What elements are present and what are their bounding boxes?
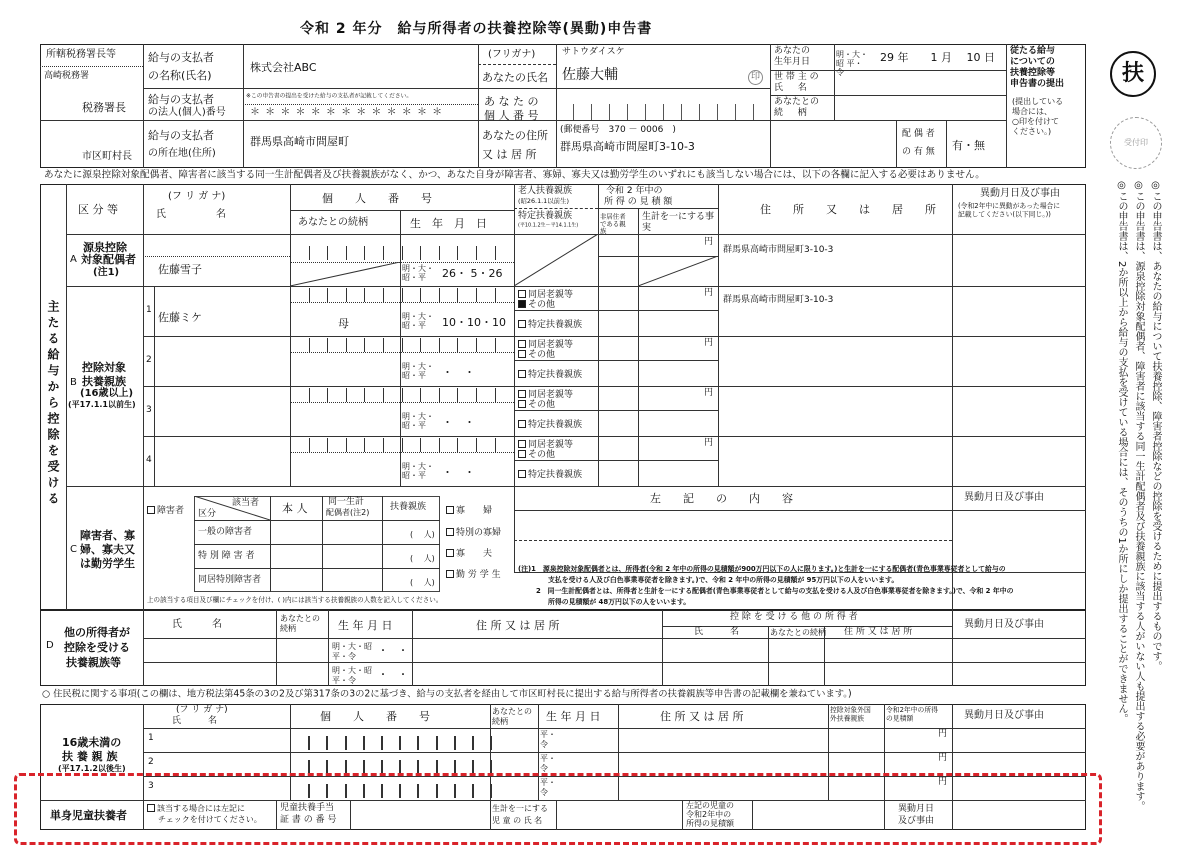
municipality-chief: 市区町村長 [82, 151, 132, 162]
c-widow-check[interactable]: 寡 婦 [446, 506, 492, 516]
b-row-no: 3 [146, 405, 152, 415]
d-col-address: 住 所 又 は 居 所 [476, 619, 560, 632]
sp-col3: 左記の児童の [686, 801, 734, 810]
c-paren-3[interactable]: ( 人) [410, 578, 435, 587]
col-elderly: 老人扶養親族 [518, 186, 573, 196]
u16-label: 16歳未満の [62, 736, 122, 749]
col-elderly-2: (昭26.1.1以前生) [518, 197, 569, 205]
b-row-yen: 円 [704, 388, 714, 398]
b-label-4: (平17.1.1以前生) [68, 400, 136, 409]
c-label: 障害者、寡 [80, 529, 135, 542]
side-note-5: (提出している [1012, 97, 1064, 106]
resident-tax-line: ○ 住民税に関する事項(この欄は、地方税法第45条の3の2及び第317条の3の2に基づき、給与の支払者を経由して市区町村長に提出する給与所得者の扶養親族等申告書の記載欄を兼ねています。) [42, 689, 852, 700]
u16-row-era: 平・令 [540, 730, 556, 749]
your-number-label-2: 個 人 番 号 [484, 109, 539, 122]
payer-number-note: ※この申告書の提出を受けた給与の支払者が記載してください。 [246, 92, 413, 99]
c-col-spouse: 同一生計 [328, 497, 365, 507]
d-dots-1: ・ ・ [378, 646, 408, 657]
col-specific: 特定扶養親族 [518, 211, 573, 221]
b-label: 控除対象 [82, 361, 126, 374]
single-parent-check[interactable]: 該当する場合には左記に [147, 804, 245, 813]
b-row-era: 明・大・昭・平 [402, 312, 434, 330]
a-elderly-diagonal [514, 234, 598, 286]
col-birth: 生 年 月 日 [410, 217, 487, 230]
sp-col3-2: 令和2年中の [686, 810, 732, 819]
c-label-2: 婦、寡夫又 [80, 543, 135, 556]
page-title: 令和 2 年分 給与所得者の扶養控除等(異動)申告書 [300, 21, 653, 37]
b-letter: B [70, 377, 77, 388]
u16-row-era: 平・令 [540, 778, 556, 797]
c-label-3: は勤労学生 [80, 557, 135, 570]
u16-col-mynumber: 個 人 番 号 [320, 710, 430, 723]
b-row-yen: 円 [704, 288, 714, 298]
b-row-opt3[interactable]: 特定扶養親族 [518, 420, 582, 430]
d-col-name: 氏 名 [172, 619, 222, 630]
sp-col1: 児童扶養手当 [280, 803, 335, 813]
c-col-change: 異動月日及び事由 [964, 492, 1044, 503]
u16-label-2: 扶 養 親 族 [62, 750, 118, 763]
side-note-4: 申告書の提出 [1010, 79, 1065, 89]
b-row-opt2[interactable]: その他 [518, 300, 555, 310]
b-row-opt1[interactable]: 同居老親等 [518, 290, 573, 300]
b-row-opt3[interactable]: 特定扶養親族 [518, 470, 582, 480]
your-address-label: あなたの住所 [482, 129, 548, 142]
d-col-other-name: 氏 名 [694, 627, 740, 637]
b-label-2: 扶養親族 [82, 375, 126, 388]
b-row-yen: 円 [704, 338, 714, 348]
u16-row-no: 1 [148, 733, 154, 743]
c-paren-2[interactable]: ( 人) [410, 554, 435, 563]
c-letter: C [70, 544, 77, 555]
payer-number-stars: ＊ ＊ ＊ ＊ ＊ ＊ ＊ ＊ ＊ ＊ ＊ ＊ ＊ [250, 107, 444, 118]
furigana-value[interactable]: サトウダイスケ [562, 47, 625, 57]
d-label: 他の所得者が [64, 626, 130, 639]
col-name: 氏 名 [156, 209, 226, 220]
a-era: 明・大・昭・平 [402, 264, 434, 282]
householder-label-2: 氏 名 [774, 83, 807, 93]
col-change-2: (令和2年中に異動があった場合に記載してください(以下同じ。)) [958, 202, 1061, 219]
payer-name-value[interactable]: 株式会社ABC [250, 61, 317, 74]
payer-number-label: 給与の支払者 [148, 93, 214, 106]
a-label-2: 対象配偶者 [81, 253, 136, 266]
payer-address-label-2: の所在地(住所) [148, 148, 216, 159]
c-special-widow-check[interactable]: 特別の寡婦 [446, 528, 501, 538]
a-name[interactable]: 佐藤雪子 [158, 263, 202, 276]
note-2a: 2 同一生計配偶者とは、所得者と生計を一にする配偶者(青色事業専従者として給与の支払を受ける人及び白色事業専従者を除きます。)で、令和 2 年中の [536, 587, 1014, 595]
col-change: 異動月日及び事由 [980, 188, 1060, 199]
tax-office-chief: 税務署長 [82, 101, 126, 114]
payer-name-label-2: の名称(氏名) [148, 69, 212, 82]
b-row-no: 4 [146, 455, 152, 465]
payer-address-value[interactable]: 群馬県高崎市問屋町 [250, 135, 349, 148]
b-row-opt3[interactable]: 特定扶養親族 [518, 370, 582, 380]
b-label-3: (16歳以上) [80, 388, 134, 399]
single-parent-check-2: チェックを付けてください。 [158, 815, 262, 824]
u16-col-address: 住 所 又 は 居 所 [660, 710, 744, 723]
note-2b: 所得の見積額が 48万円以下の人をいいます。 [548, 598, 691, 606]
c-row-cohabiting: 同居特別障害者 [198, 575, 262, 585]
u16-label-3: (平17.1.2以後生) [58, 764, 126, 773]
side-note-3: 扶養控除等 [1010, 68, 1056, 78]
note-1a: (注)1 源泉控除対象配偶者とは、所得者(令和 2 年中の所得の見積額が900万円以下の人に限ります。)と生計を一にする配偶者(青色事業専従者として給与の [518, 565, 1006, 573]
a-label-3: (注1) [93, 267, 120, 278]
right-note-3: ◎この申告書は、2か所以上から給与の支払を受けている場合には、そのうちの1か所にしか提出することができません。 [1116, 180, 1127, 724]
d-label-2: 控除を受ける [64, 641, 130, 654]
b-row-relation[interactable]: 母 [338, 317, 349, 330]
b-row-opt2[interactable]: その他 [518, 400, 555, 410]
u16-col-birth: 生 年 月 日 [546, 710, 601, 723]
b-row-address[interactable]: 群馬県高崎市問屋町3-10-3 [723, 295, 834, 305]
a-livelihood-diagonal [638, 256, 718, 286]
right-note-2: ◎この申告書は、源泉控除対象配偶者、障害者に該当する同一生計配偶者及び扶養親族に該当する人がいない人も提出する必要があります。 [1133, 180, 1144, 811]
b-row-birth[interactable]: ・ ・ [442, 416, 475, 429]
side-note-1: 従たる給与 [1010, 46, 1056, 56]
your-number-label: あ な た の [484, 95, 539, 108]
birth-label-2: 生年月日 [774, 57, 811, 67]
u16-row-yen: 円 [938, 753, 948, 763]
your-address-label-2: 又 は 居 所 [482, 148, 537, 161]
d-era-1: 明・大・昭 平・令 [332, 642, 372, 661]
b-row-birth[interactable]: ・ ・ [442, 366, 475, 379]
spouse-label-2: の 有 無 [902, 147, 935, 157]
a-letter: A [70, 254, 77, 265]
u16-col-name: 氏 名 [172, 716, 218, 726]
your-name-value[interactable]: 佐藤大輔 [562, 67, 618, 83]
b-row-era: 明・大・昭・平 [402, 362, 434, 380]
col-nonresident: 非居住者である親族 [600, 213, 626, 235]
relation-label-2: 続 柄 [774, 108, 807, 118]
right-note-1: ◎この申告書は、あなたの給与について扶養控除、障害者控除などの控除を受けるために提出するものです。 [1150, 180, 1161, 671]
b-row-era: 明・大・昭・平 [402, 462, 434, 480]
a-address[interactable]: 群馬県高崎市問屋町3-10-3 [723, 245, 834, 255]
sp-col2: 生計を一にする [492, 804, 548, 813]
d-col-birth: 生 年 月 日 [338, 619, 393, 632]
your-number-cells[interactable] [556, 104, 770, 120]
tax-office-value: 高崎税務署 [44, 71, 90, 81]
u16-row-era: 平・令 [540, 754, 556, 773]
postal-code[interactable]: (郵便番号 370 － 0006 ) [560, 125, 676, 135]
sp-col4: 異動月日 [898, 804, 935, 814]
col-income-2: 所 得 の 見 積 額 [604, 197, 673, 207]
b-row-no: 2 [146, 355, 152, 365]
seal-mark: 印 [748, 70, 763, 85]
a-relation-diagonal [290, 262, 400, 286]
d-col-other: 控 除 を 受 け る 他 の 所 得 者 [730, 612, 858, 622]
b-row-opt2[interactable]: その他 [518, 350, 555, 360]
a-birth[interactable]: 26・ 5・26 [442, 267, 503, 280]
c-row-general: 一般の障害者 [198, 527, 253, 537]
sp-col3-3: 所得の見積額 [686, 819, 734, 828]
sp-col2-2: 児 童 の 氏 名 [492, 816, 543, 825]
b-row-yen: 円 [704, 438, 714, 448]
col-furigana: (フ リ ガ ナ) [168, 191, 226, 202]
d-letter: D [46, 640, 54, 651]
u16-row-no: 2 [148, 757, 154, 767]
b-row-opt3[interactable]: 特定扶養親族 [518, 320, 582, 330]
u16-row-yen: 円 [938, 777, 948, 787]
furigana-label: (フリガナ) [488, 49, 536, 60]
sp-col1-2: 証 書 の 番 号 [280, 815, 337, 825]
col-relation: あなたとの続柄 [298, 217, 368, 228]
a-label: 源泉控除 [83, 241, 127, 254]
b-row-opt1[interactable]: 同居老親等 [518, 340, 573, 350]
u16-col-nonres: 控除対象外国外扶養親族 [830, 706, 871, 723]
c-bottom-note: 上の該当する項目及び欄にチェックを付け、( )内には該当する扶養親族の人数を記入してください。 [147, 596, 443, 604]
payer-address-label: 給与の支払者 [148, 129, 214, 142]
b-row-birth[interactable]: ・ ・ [442, 466, 475, 479]
d-col-change: 異動月日及び事由 [964, 619, 1044, 630]
c-paren-1[interactable]: ( 人) [410, 530, 435, 539]
c-row-special: 特 別 障 害 者 [198, 551, 255, 561]
d-era-2: 明・大・昭 平・令 [332, 666, 372, 685]
col-specific-2: (平10.1.2生～平14.1.1生) [518, 222, 579, 228]
a-yen: 円 [704, 237, 714, 247]
side-note-6: 場合には、 [1012, 107, 1052, 116]
b-row-era: 明・大・昭・平 [402, 412, 434, 430]
main-side-label: 主たる給与から控除を受ける [46, 300, 60, 508]
c-col-kubun: 区分 [198, 509, 217, 519]
u16-row-yen: 円 [938, 729, 948, 739]
b-row-opt2[interactable]: その他 [518, 450, 555, 460]
c-disabled-check[interactable]: 障害者 [147, 506, 184, 516]
u16-col-relation: あなたとの続柄 [492, 707, 532, 726]
householder-label: 世 帯 主 の [774, 72, 819, 82]
c-col-gaitosha: 該当者 [232, 498, 260, 508]
c-col-spouse-2: 配偶者(注2) [326, 508, 370, 517]
side-note-2: についての [1010, 57, 1055, 67]
u16-col-income: 令和2年中の所得の見積額 [886, 706, 938, 723]
b-row-no: 1 [146, 305, 152, 315]
payer-number-label-2: の法人(個人)番号 [148, 107, 226, 118]
birth-era: 明・大・昭 平・令 [836, 50, 868, 77]
spouse-value[interactable]: 有・無 [952, 139, 985, 152]
col-income: 令和 2 年中の [606, 186, 663, 196]
d-col-relation: あなたとの続柄 [280, 614, 320, 633]
c-col-detail: 左 記 の 内 容 [650, 492, 793, 505]
c-col-self: 本 人 [282, 502, 308, 515]
spouse-label: 配 偶 者 [902, 129, 935, 139]
notice-line: あなたに源泉控除対象配偶者、障害者に該当する同一生計配偶者及び扶養親族がなく、かつ、あなた自身が障害者、寡婦、寡夫又は勤労学生のいずれにも該当しない場合には、以下の各欄に記入する必要はありません。 [44, 170, 985, 181]
highlight-box [14, 773, 1102, 845]
d-dots-2: ・ ・ [378, 670, 408, 681]
sp-col4-2: 及び事由 [898, 816, 935, 826]
side-note-7: ○印を付けて [1012, 117, 1059, 126]
your-name-label: あなたの氏名 [482, 71, 548, 84]
col-address: 住 所 又 は 居 所 [760, 203, 936, 216]
payer-name-label: 給与の支払者 [148, 51, 214, 64]
d-col-other-addr: 住 所 又 は 居 所 [844, 627, 913, 637]
side-note-8: ください。) [1012, 127, 1052, 136]
b-row-name[interactable]: 佐藤ミケ [158, 311, 202, 324]
u16-row-no: 3 [148, 781, 154, 791]
birth-value[interactable]: 29 年 1 月 10 日 [880, 51, 995, 64]
col-category: 区 分 等 [78, 203, 118, 216]
d-label-3: 扶養親族等 [66, 656, 121, 669]
u16-col-furigana: (フ リ ガ ナ) [176, 705, 228, 715]
note-1b: 支払を受ける人及び白色事業専従者を除きます。)で、令和 2 年中の所得の見積額が 95万円以下の人をいいます。 [548, 576, 899, 584]
d-col-other-rel: あなたとの続柄 [770, 628, 826, 637]
relation-label: あなたとの [774, 97, 820, 107]
your-address-value[interactable]: 群馬県高崎市問屋町3-10-3 [560, 140, 695, 153]
receipt-stamp: 受付印 [1110, 117, 1162, 169]
col-livelihood: 生計を一にする事実 [642, 212, 715, 233]
c-col-dependent: 扶養親族 [390, 502, 427, 512]
u16-col-change: 異動月日及び事由 [964, 710, 1044, 721]
birth-label: あなたの [774, 46, 811, 56]
c-widower-check[interactable]: 寡 夫 [446, 549, 492, 559]
col-mynumber: 個 人 番 号 [322, 192, 432, 205]
b-row-opt1[interactable]: 同居老親等 [518, 390, 573, 400]
fu-mark: 扶 [1110, 51, 1156, 97]
tax-office-label: 所轄税務署長等 [46, 49, 116, 60]
single-parent-label: 単身児童扶養者 [50, 809, 127, 822]
b-row-birth[interactable]: 10・10・10 [442, 316, 506, 329]
b-row-opt1[interactable]: 同居老親等 [518, 440, 573, 450]
c-student-check[interactable]: 勤 労 学 生 [446, 570, 501, 580]
